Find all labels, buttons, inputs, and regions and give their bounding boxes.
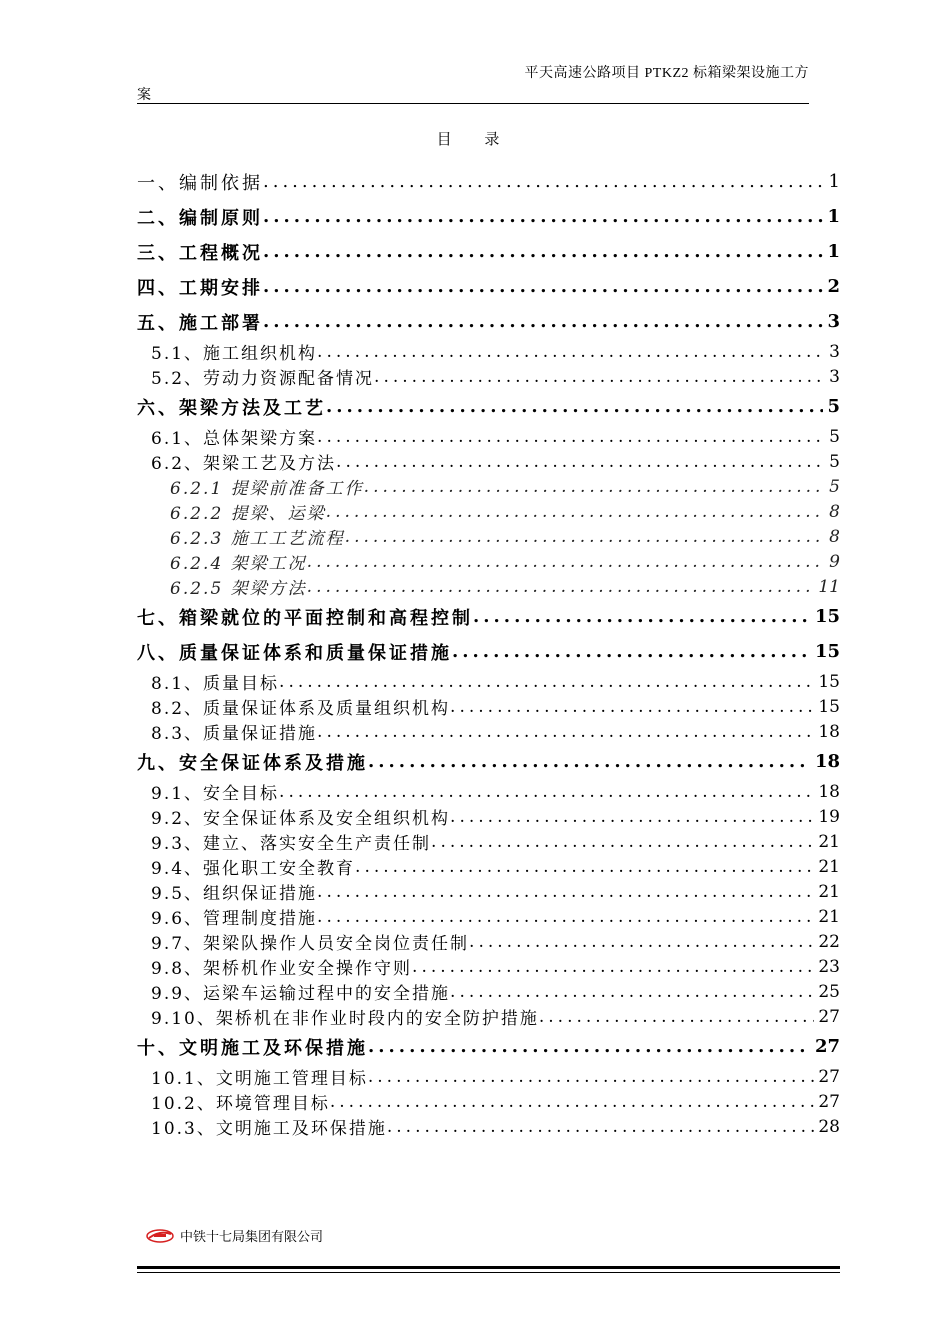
toc-leader-dots <box>336 452 825 472</box>
toc-leader-dots <box>450 697 814 717</box>
toc-entry-page: 5 <box>829 451 840 472</box>
toc-entry[interactable] <box>137 1029 840 1064</box>
toc-leader-dots <box>539 1007 815 1027</box>
toc-leader-dots <box>364 477 826 497</box>
toc-entry-page: 8 <box>829 501 840 522</box>
toc-entry-page: 1 <box>827 206 840 227</box>
header-divider <box>137 103 809 104</box>
toc-leader-dots <box>374 367 825 387</box>
toc-leader-dots <box>368 1067 815 1087</box>
toc-entry-label: 二、编制原则 <box>137 207 263 229</box>
toc-entry[interactable] <box>137 389 840 424</box>
toc-entry-page: 18 <box>818 781 840 802</box>
toc-entry-label: 一、编制依据 <box>137 172 263 194</box>
toc-leader-dots <box>317 342 825 362</box>
page-header: 平天高速公路项目 PTKZ2 标箱梁架设施工方 <box>524 66 809 81</box>
toc-entry[interactable] <box>137 954 840 979</box>
toc-leader-dots <box>330 1092 815 1112</box>
toc-leader-dots <box>452 641 811 662</box>
toc-entry[interactable] <box>137 164 840 199</box>
toc-entry[interactable] <box>137 1064 840 1089</box>
toc-entry-label: 9.7、架梁队操作人员安全岗位责任制 <box>151 934 470 954</box>
toc-leader-dots <box>326 502 826 522</box>
toc-entry-label: 6.2.2 提梁、运梁 <box>170 504 326 524</box>
toc-entry[interactable] <box>137 574 840 599</box>
toc-entry-page: 21 <box>818 881 840 902</box>
toc-entry[interactable] <box>137 449 840 474</box>
toc-leader-dots <box>326 396 823 417</box>
toc-entry[interactable] <box>137 599 840 634</box>
toc-entry-label: 6.2.1 提梁前准备工作 <box>170 479 364 499</box>
toc-entry-page: 28 <box>818 1116 840 1137</box>
toc-entry-label: 10.3、文明施工及环保措施 <box>151 1119 387 1139</box>
toc-entry-page: 15 <box>814 606 840 627</box>
toc-entry[interactable] <box>137 719 840 744</box>
toc-entry-label: 9.2、安全保证体系及安全组织机构 <box>151 809 451 829</box>
toc-entry-label: 五、施工部署 <box>137 312 263 334</box>
toc-entry-label: 八、质量保证体系和质量保证措施 <box>137 642 452 664</box>
toc-entry-page: 15 <box>814 641 840 662</box>
toc-leader-dots <box>412 957 814 977</box>
toc-entry[interactable] <box>137 474 840 499</box>
toc-entry[interactable] <box>137 424 840 449</box>
toc-entry-page: 21 <box>818 906 840 927</box>
toc-entry[interactable] <box>137 779 840 804</box>
toc-entry-page: 22 <box>818 931 840 952</box>
toc-entry-label: 10.2、环境管理目标 <box>151 1094 330 1114</box>
toc-entry[interactable] <box>137 904 840 929</box>
toc-entry[interactable] <box>137 1114 840 1139</box>
toc-leader-dots <box>317 882 814 902</box>
toc-leader-dots <box>355 857 814 877</box>
toc-entry-page: 1 <box>827 241 840 262</box>
toc-entry-label: 9.9、运梁车运输过程中的安全措施 <box>151 984 451 1004</box>
toc-leader-dots <box>317 907 814 927</box>
toc-entry[interactable] <box>137 929 840 954</box>
toc-entry-page: 21 <box>818 856 840 877</box>
company-name: 中铁十七局集团有限公司 <box>180 1230 324 1245</box>
toc-entry[interactable] <box>137 199 840 234</box>
toc-entry-label: 8.3、质量保证措施 <box>151 724 318 744</box>
toc-entry-page: 15 <box>818 696 840 717</box>
toc-entry[interactable] <box>137 339 840 364</box>
toc-leader-dots <box>317 427 825 447</box>
toc-entry-label: 6.2.5 架梁方法 <box>170 579 307 599</box>
toc-entry[interactable] <box>137 1089 840 1114</box>
toc-entry-page: 27 <box>818 1006 840 1027</box>
toc-entry[interactable] <box>137 829 840 854</box>
page-footer <box>146 1226 323 1245</box>
toc-leader-dots <box>263 241 823 262</box>
toc-entry-label: 9.1、安全目标 <box>151 784 280 804</box>
toc-leader-dots <box>431 832 814 852</box>
toc-entry-page: 9 <box>829 551 840 572</box>
table-of-contents <box>137 164 840 1139</box>
toc-entry[interactable] <box>137 364 840 389</box>
toc-entry[interactable] <box>137 234 840 269</box>
toc-entry-page: 23 <box>818 956 840 977</box>
toc-entry-page: 1 <box>828 171 840 192</box>
footer-divider-thin <box>137 1272 840 1273</box>
toc-leader-dots <box>263 206 823 227</box>
toc-entry-page: 3 <box>829 366 840 387</box>
toc-entry-label: 四、工期安排 <box>137 277 263 299</box>
toc-leader-dots <box>307 577 815 597</box>
toc-entry[interactable] <box>137 879 840 904</box>
toc-leader-dots <box>450 982 814 1002</box>
toc-entry-page: 27 <box>814 1036 840 1057</box>
toc-entry-label: 九、安全保证体系及措施 <box>137 752 368 774</box>
toc-entry-page: 8 <box>829 526 840 547</box>
toc-entry-label: 8.2、质量保证体系及质量组织机构 <box>151 699 451 719</box>
toc-leader-dots <box>263 276 823 297</box>
toc-leader-dots <box>345 527 826 547</box>
toc-entry-label: 5.1、施工组织机构 <box>151 344 318 364</box>
toc-entry-label: 9.4、强化职工安全教育 <box>151 859 356 879</box>
toc-entry-page: 21 <box>818 831 840 852</box>
toc-leader-dots <box>317 722 814 742</box>
toc-entry[interactable] <box>137 304 840 339</box>
toc-entry-label: 10.1、文明施工管理目标 <box>151 1069 368 1089</box>
toc-entry-label: 6.2.4 架梁工况 <box>170 554 307 574</box>
toc-leader-dots <box>450 807 814 827</box>
toc-entry-label: 5.2、劳动力资源配备情况 <box>151 369 375 389</box>
toc-entry-page: 5 <box>829 426 840 447</box>
toc-entry-label: 9.5、组织保证措施 <box>151 884 318 904</box>
toc-entry[interactable] <box>137 634 840 669</box>
toc-entry-page: 2 <box>827 276 840 297</box>
toc-entry-label: 七、箱梁就位的平面控制和高程控制 <box>137 607 473 629</box>
toc-entry[interactable] <box>137 669 840 694</box>
toc-entry-page: 5 <box>827 396 840 417</box>
footer-divider-thick <box>137 1266 840 1269</box>
toc-leader-dots <box>279 672 814 692</box>
toc-entry[interactable] <box>137 1004 840 1029</box>
toc-leader-dots <box>469 932 814 952</box>
toc-entry-label: 6.2、架梁工艺及方法 <box>151 454 337 474</box>
toc-entry[interactable] <box>137 549 840 574</box>
toc-entry-label: 三、工程概况 <box>137 242 263 264</box>
toc-leader-dots <box>368 751 811 772</box>
toc-entry-page: 18 <box>818 721 840 742</box>
toc-entry-page: 11 <box>818 576 840 597</box>
toc-entry-page: 27 <box>818 1066 840 1087</box>
toc-entry[interactable] <box>137 694 840 719</box>
toc-entry[interactable] <box>137 804 840 829</box>
toc-leader-dots <box>368 1036 811 1057</box>
toc-entry-label: 9.10、架桥机在非作业时段内的安全防护措施 <box>151 1009 539 1029</box>
toc-entry-label: 六、架梁方法及工艺 <box>137 397 326 419</box>
toc-entry[interactable] <box>137 744 840 779</box>
toc-leader-dots <box>263 171 825 192</box>
toc-entry-label: 6.1、总体架梁方案 <box>151 429 318 449</box>
toc-entry[interactable] <box>137 499 840 524</box>
toc-entry-page: 15 <box>818 671 840 692</box>
toc-entry-label: 8.1、质量目标 <box>151 674 280 694</box>
toc-entry-label: 9.8、架桥机作业安全操作守则 <box>151 959 413 979</box>
toc-leader-dots <box>387 1117 815 1137</box>
toc-entry-page: 18 <box>814 751 840 772</box>
toc-entry-page: 3 <box>827 311 840 332</box>
toc-entry-page: 3 <box>829 341 840 362</box>
crcc-logo-icon <box>146 1228 174 1244</box>
toc-title: 目 录 <box>436 130 514 148</box>
toc-entry[interactable] <box>137 269 840 304</box>
toc-entry-label: 9.6、管理制度措施 <box>151 909 318 929</box>
toc-entry-page: 27 <box>818 1091 840 1112</box>
toc-leader-dots <box>307 552 826 572</box>
toc-entry[interactable] <box>137 979 840 1004</box>
toc-entry-page: 5 <box>829 476 840 497</box>
toc-entry[interactable] <box>137 854 840 879</box>
toc-entry-page: 25 <box>818 981 840 1002</box>
toc-entry-label: 十、文明施工及环保措施 <box>137 1037 368 1059</box>
toc-entry-label: 6.2.3 施工工艺流程 <box>170 529 345 549</box>
toc-leader-dots <box>279 782 814 802</box>
toc-entry-label: 9.3、建立、落实安全生产责任制 <box>151 834 432 854</box>
page-header-continued: 案 <box>137 87 151 103</box>
toc-entry-page: 19 <box>818 806 840 827</box>
toc-leader-dots <box>263 311 823 332</box>
toc-leader-dots <box>473 606 811 627</box>
toc-entry[interactable] <box>137 524 840 549</box>
